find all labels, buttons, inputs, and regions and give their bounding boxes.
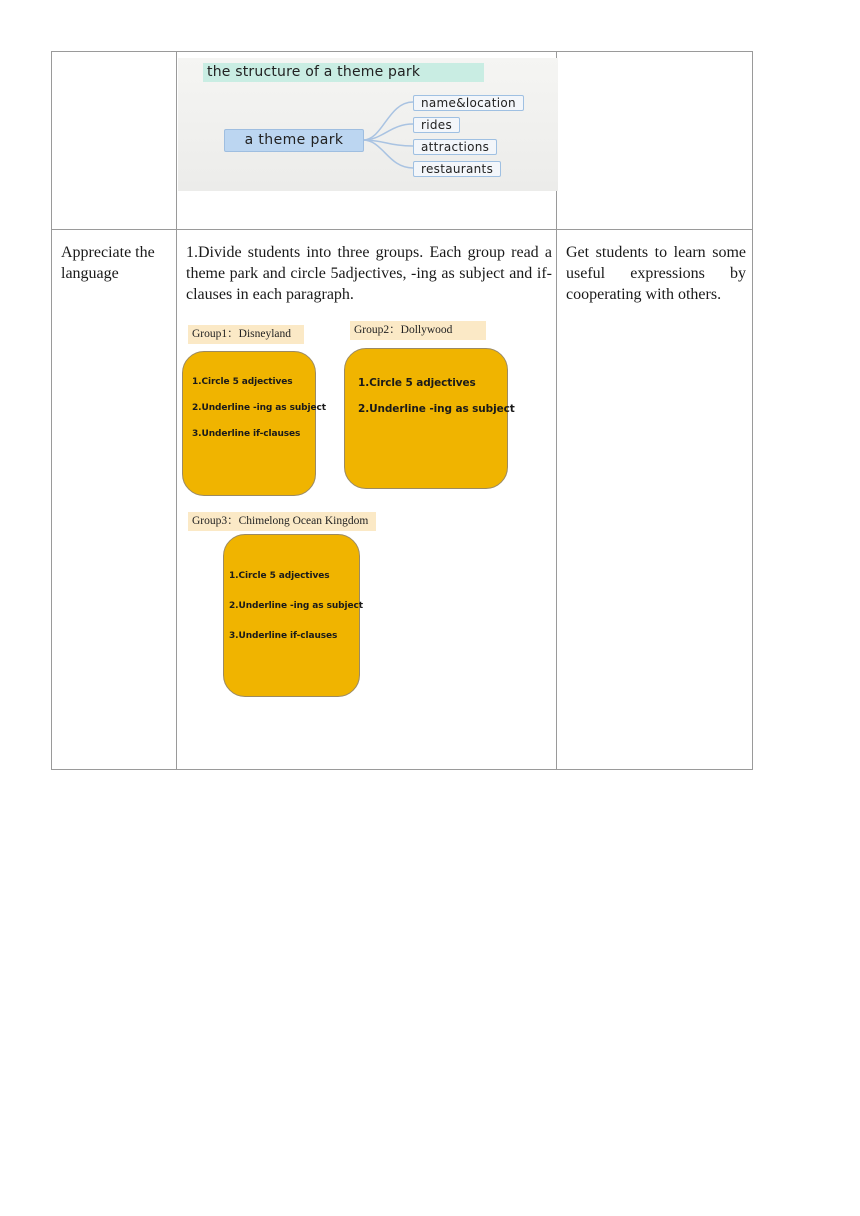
group1-task: 1.Circle 5 adjectives <box>192 377 293 387</box>
group1-task: 2.Underline -ing as subject <box>192 403 326 413</box>
lesson-plan-table <box>51 51 753 770</box>
group1-task: 3.Underline if-clauses <box>192 429 301 439</box>
activity-cell: Appreciate the language <box>61 244 155 282</box>
group3-task: 1.Circle 5 adjectives <box>229 571 330 581</box>
group3-task: 2.Underline -ing as subject <box>229 601 363 611</box>
group3-task-card <box>223 534 363 697</box>
group2-label: Group2：Dollywood <box>350 321 486 340</box>
group3-task: 3.Underline if-clauses <box>229 631 338 641</box>
group2-task: 1.Circle 5 adjectives <box>358 377 476 389</box>
group2-task-card <box>344 348 515 489</box>
group1-label: Group1：Disneyland <box>188 325 304 344</box>
group2-task: 2.Underline -ing as subject <box>358 403 515 415</box>
column-divider <box>176 52 177 769</box>
purpose-cell: Get students to learn some useful expressions by cooperating with others. <box>566 244 746 303</box>
theme-park-structure-mindmap <box>178 58 558 191</box>
group1-task-card <box>182 351 326 496</box>
row-divider <box>52 229 752 230</box>
mindmap-branch-name-location: name&location <box>413 95 524 111</box>
procedure-cell: 1.Divide students into three groups. Each group read a theme park and circle 5adjectives, -ing as subject and if-clauses in each paragraph. <box>186 244 552 303</box>
group3-label: Group3：Chimelong Ocean Kingdom <box>188 512 376 531</box>
mindmap-branch-rides: rides <box>413 117 460 133</box>
mindmap-branch-restaurants: restaurants <box>413 161 501 177</box>
mindmap-title: the structure of a theme park <box>203 63 484 82</box>
mindmap-branch-attractions: attractions <box>413 139 497 155</box>
mindmap-center-node: a theme park <box>224 129 364 152</box>
